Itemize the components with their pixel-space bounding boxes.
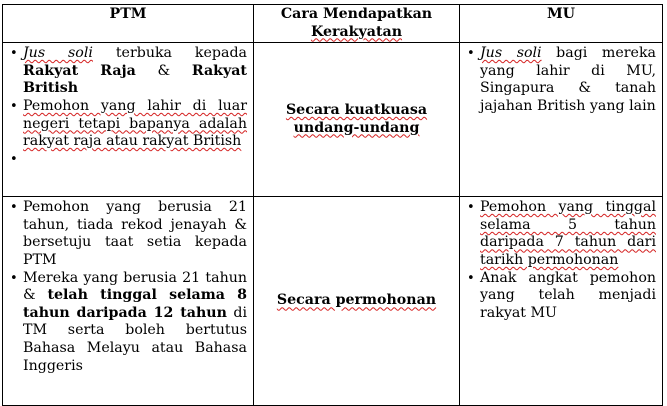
header-method-line1: Cara Mendapatkan <box>280 6 433 22</box>
cell-method-law <box>254 43 460 197</box>
list-item: • Pemohon yang berusia 21 tahun, tiada rekod jenayah & bersetuju taat setia kepada PTM <box>9 199 247 269</box>
method-application-label: Secara permohonan <box>276 292 437 309</box>
list-item: • Pemohon yang tinggal selama 5 tahun daripada 7 tahun dari tarikh permohonan <box>466 199 656 269</box>
mu-application-list <box>466 199 656 322</box>
ptm-law-list <box>9 45 247 151</box>
cell-ptm-application <box>3 197 254 406</box>
list-item: • Mereka yang berusia 21 tahun & telah tinggal selama 8 tahun daripada 12 tahun di TM serta boleh bertutus Bahasa Melayu atau Bahasa Inggeris <box>9 270 247 376</box>
header-mu: MU <box>460 5 663 43</box>
header-ptm: PTM <box>3 5 254 43</box>
list-item: • Jus soli terbuka kepada Rakyat Raja & Rakyat British <box>9 45 247 98</box>
header-method <box>254 5 460 43</box>
mu-law-list <box>466 45 656 115</box>
table-row <box>3 43 663 197</box>
method-law-line2: undang-undang <box>293 119 420 136</box>
cell-method-application <box>254 197 460 406</box>
list-item: • Jus soli bagi mereka yang lahir di MU, Singapura & tanah jajahan British yang lain <box>466 45 656 115</box>
list-item: • Pemohon yang lahir di luar negeri tetapi bapanya adalah rakyat raja atau rakyat British <box>9 98 247 151</box>
citizenship-comparison-table <box>2 4 663 406</box>
list-item: • Anak angkat pemohon yang telah menjadi rakyat MU <box>466 270 656 323</box>
ptm-application-list <box>9 199 247 375</box>
header-row <box>3 5 663 43</box>
table-row <box>3 197 663 406</box>
cell-ptm-law <box>3 43 254 197</box>
cell-mu-application <box>460 197 663 406</box>
cell-mu-law <box>460 43 663 197</box>
header-method-line2: Kerakyatan <box>310 23 403 40</box>
method-law-line1: Secara kuatkuasa <box>285 102 428 119</box>
